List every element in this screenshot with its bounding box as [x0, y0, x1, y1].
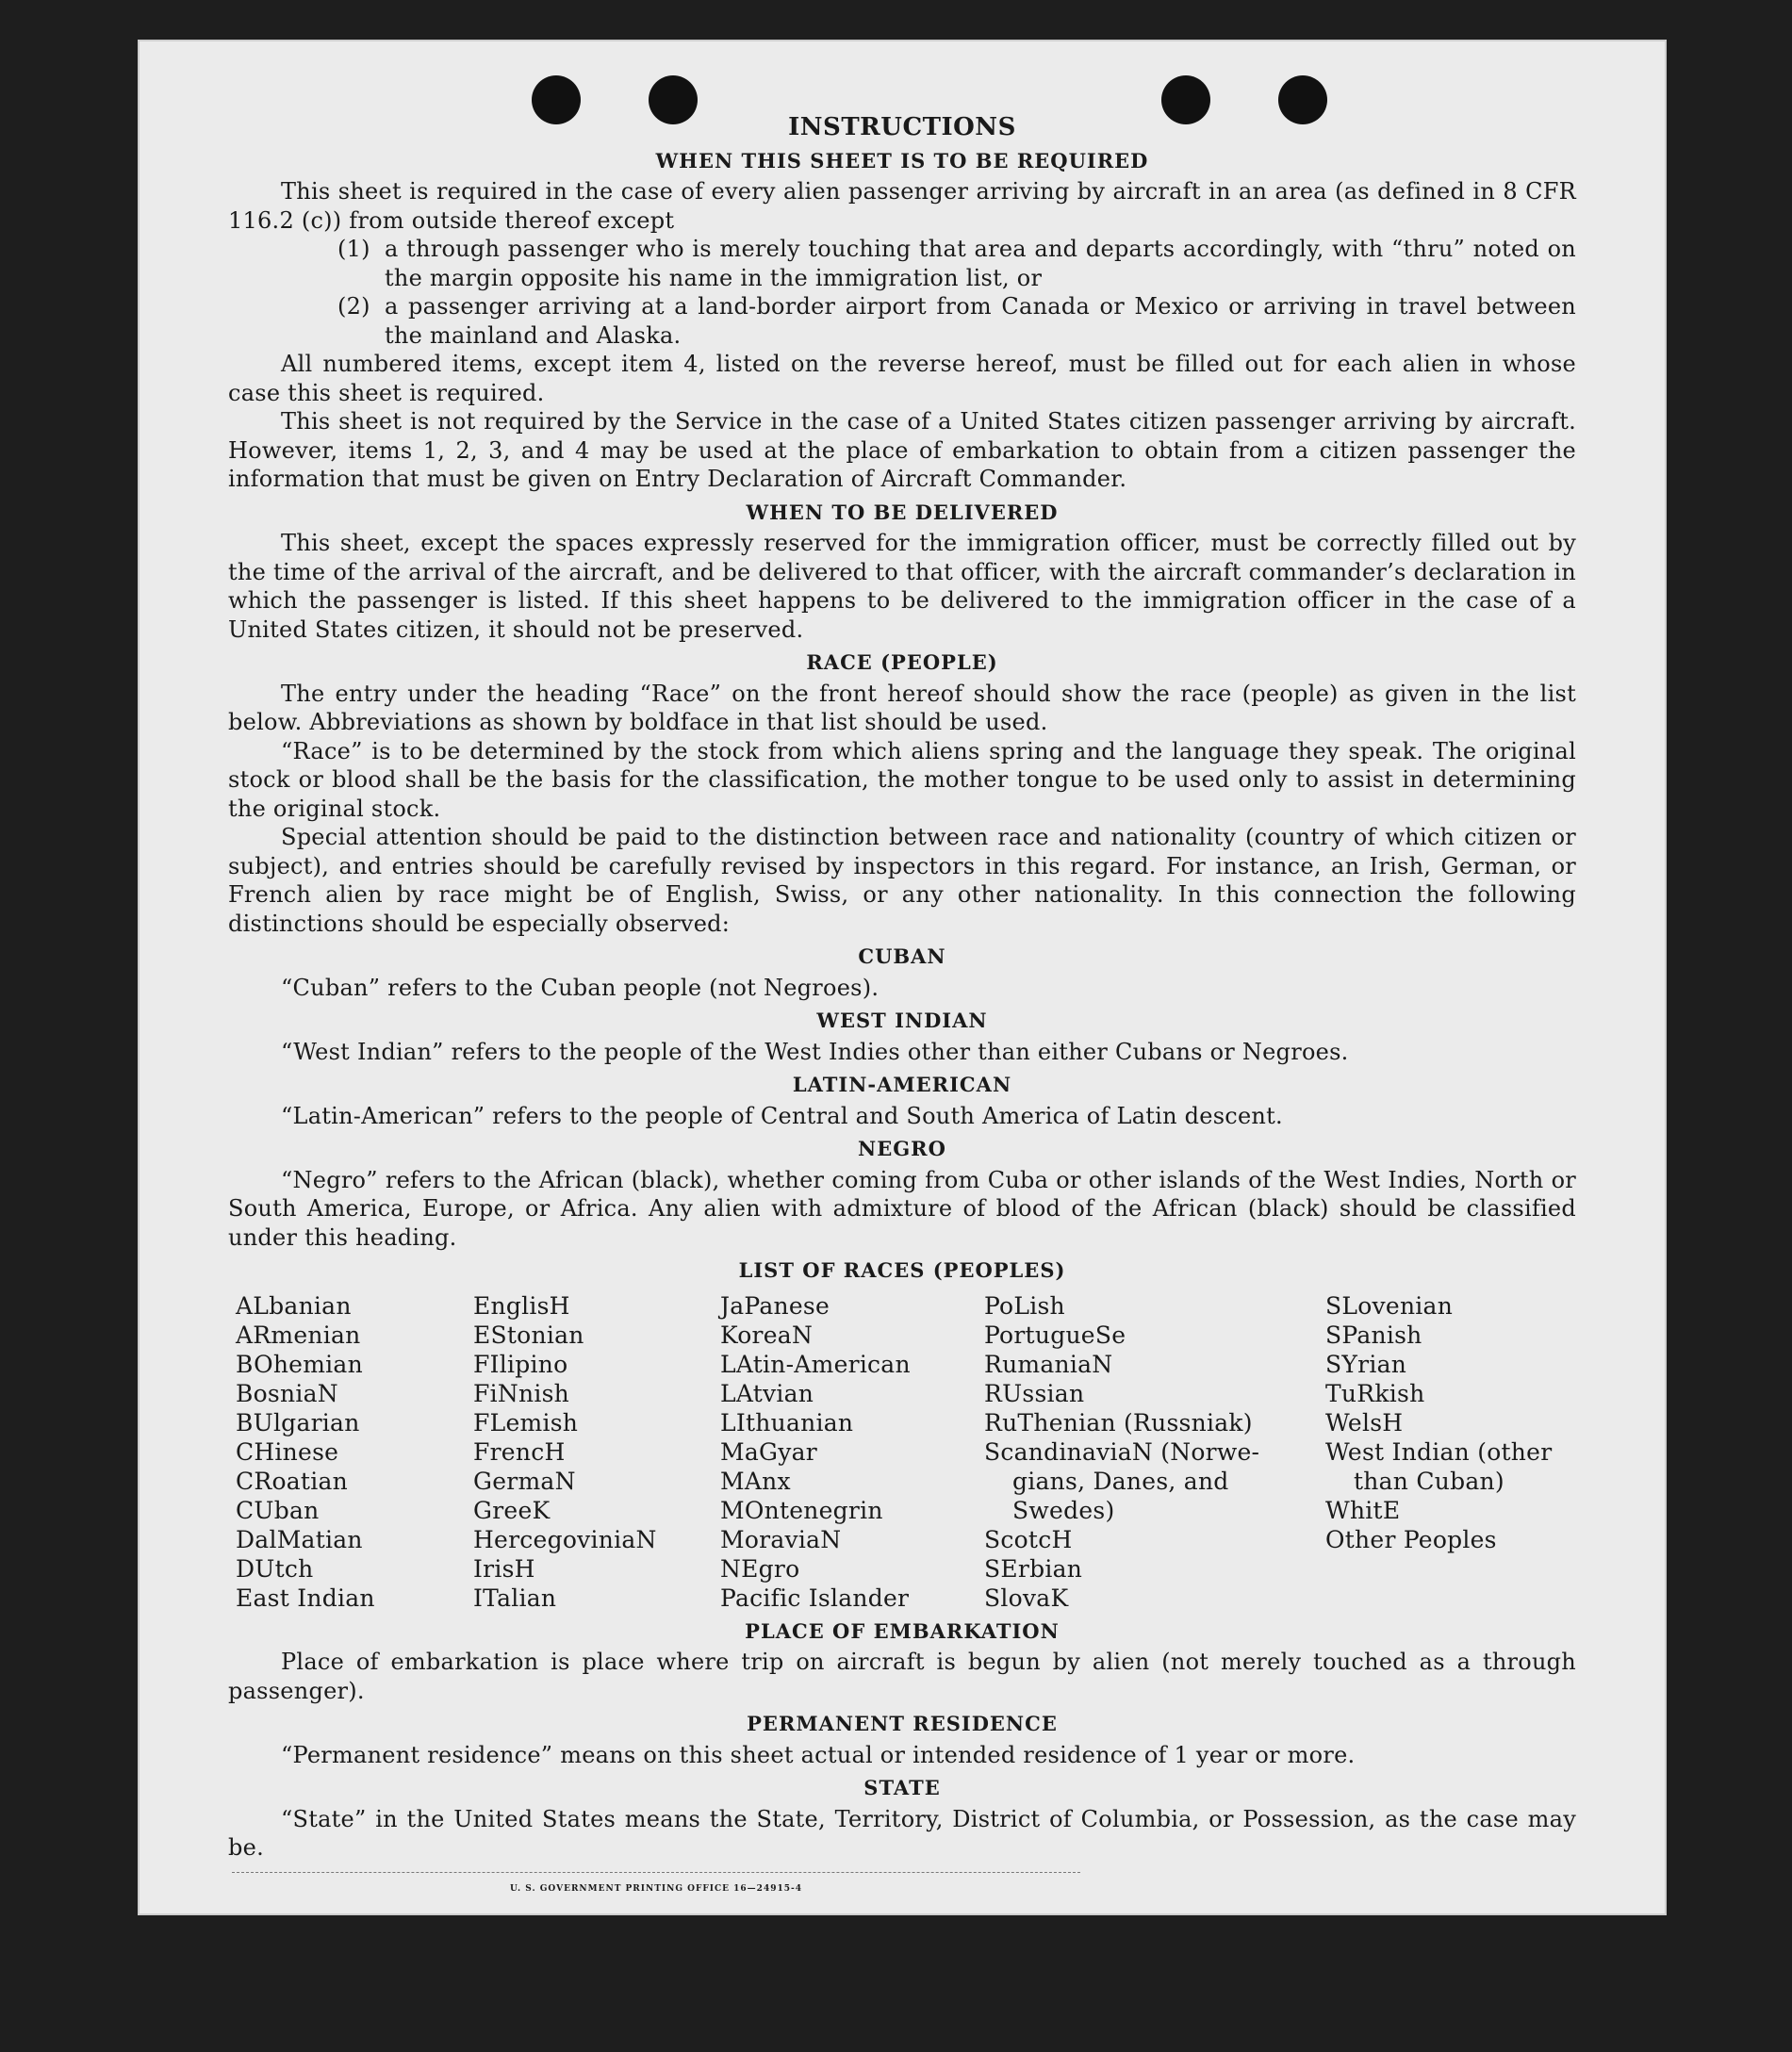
race-entry: MOntenegrin — [720, 1496, 883, 1524]
section-heading: WHEN TO BE DELIVERED — [746, 500, 1059, 524]
race-entry: TuRkish — [1325, 1379, 1425, 1407]
race-entry: ScandinaviaN (Norwe- — [984, 1437, 1260, 1466]
page-title: INSTRUCTIONS — [788, 113, 1016, 141]
race-entry: ALbanian — [236, 1291, 352, 1320]
race-entry: WelsH — [1325, 1408, 1404, 1436]
paragraph: This sheet, except the spaces expressly reserved for the immigration officer, must be correctly filled out by the time of the arrival of the aircraft, and be delivered to that officer, with the aircraft commander’s declaration in which the passenger is listed. If this sheet happens to be delivered to the immigration officer in the case of a United States citizen, it should not be preserved. — [228, 530, 1576, 643]
paragraph: “Cuban” refers to the Cuban people (not Negroes). — [281, 974, 880, 1001]
race-list — [236, 1291, 1576, 1613]
race-entry: PoLish — [984, 1291, 1065, 1320]
race-entry: FrencH — [473, 1437, 566, 1466]
race-column — [720, 1291, 984, 1613]
race-entry: Swedes) — [1012, 1496, 1115, 1524]
list-item — [337, 292, 1576, 350]
race-entry: Pacific Islander — [720, 1584, 910, 1612]
race-column — [236, 1291, 473, 1613]
item-number: (2) — [337, 293, 370, 320]
race-entry: GreeK — [473, 1496, 551, 1524]
race-entry: CUban — [236, 1496, 320, 1524]
race-entry: than Cuban) — [1354, 1467, 1504, 1495]
race-entry: gians, Danes, and — [1012, 1467, 1229, 1495]
race-entry: PortugueSe — [984, 1321, 1126, 1349]
race-entry: BUlgarian — [236, 1408, 360, 1436]
race-entry: SPanish — [1325, 1321, 1422, 1349]
race-entry: EnglisH — [473, 1291, 570, 1320]
race-entry: CHinese — [236, 1437, 339, 1466]
paragraph: All numbered items, except item 4, listed on the reverse hereof, must be filled out for each alien in whose case this sheet is required. — [228, 351, 1576, 406]
race-entry: CRoatian — [236, 1467, 348, 1495]
race-entry: Other Peoples — [1325, 1525, 1497, 1553]
race-entry: BosniaN — [236, 1379, 338, 1407]
paragraph: “Race” is to be determined by the stock from which aliens spring and the language they speak. The original stock or blood shall be the basis for the classification, the mother tongue to be used only to assist in determining the original stock. — [228, 737, 1576, 822]
race-entry: SLovenian — [1325, 1291, 1454, 1320]
item-text: a passenger arriving at a land-border airport from Canada or Mexico or arriving in travel between the mainland and Alaska. — [385, 293, 1576, 349]
race-column — [473, 1291, 720, 1613]
section-heading: LIST OF RACES (PEOPLES) — [738, 1258, 1066, 1282]
race-entry: FLemish — [473, 1408, 579, 1436]
race-entry: EStonian — [473, 1321, 584, 1349]
race-entry: MaGyar — [720, 1437, 817, 1466]
list-item — [337, 235, 1576, 292]
race-entry: SErbian — [984, 1554, 1083, 1583]
race-entry: NEgro — [720, 1554, 800, 1583]
section-heading: PERMANENT RESIDENCE — [747, 1712, 1058, 1735]
race-entry: ARmenian — [236, 1321, 361, 1349]
section-heading: LATIN-AMERICAN — [792, 1073, 1012, 1096]
race-entry: RuThenian (Russniak) — [984, 1408, 1253, 1436]
section-heading: WEST INDIAN — [816, 1009, 988, 1032]
race-entry: BOhemian — [236, 1350, 363, 1378]
section-heading: NEGRO — [858, 1137, 946, 1160]
paragraph: “West Indian” refers to the people of the West Indies other than either Cubans or Negroes. — [281, 1038, 1349, 1065]
race-entry: SYrian — [1325, 1350, 1407, 1378]
paragraph: The entry under the heading “Race” on the front hereof should show the race (people) as given in the list below. Abbreviations as shown by boldface in that list should be used. — [228, 680, 1576, 735]
paragraph: This sheet is required in the case of every alien passenger arriving by aircraft in an area (as defined in 8 CFR 116.2 (c)) from outside thereof except — [228, 178, 1576, 234]
paragraph: “Negro” refers to the African (black), whether coming from Cuba or other islands of the West Indies, North or South America, Europe, or Africa. Any alien with admixture of blood of the African (black) should be classified under this heading. — [228, 1166, 1576, 1251]
race-entry: WhitE — [1325, 1496, 1401, 1524]
document-page — [138, 40, 1667, 1915]
race-entry: DUtch — [236, 1554, 314, 1583]
race-entry: ScotcH — [984, 1525, 1073, 1553]
race-entry: ITalian — [473, 1584, 557, 1612]
race-entry: RUssian — [984, 1379, 1085, 1407]
race-entry: West Indian (other — [1325, 1437, 1553, 1466]
paragraph: Place of embarkation is place where trip on aircraft is begun by alien (not merely touched as a through passenger). — [228, 1649, 1576, 1704]
section-heading: PLACE OF EMBARKATION — [745, 1618, 1060, 1643]
race-entry: FiNnish — [473, 1379, 569, 1407]
race-entry: JaPanese — [720, 1291, 830, 1320]
race-entry: RumaniaN — [984, 1350, 1113, 1378]
paragraph: “Latin-American” refers to the people of Central and South America of Latin descent. — [281, 1102, 1283, 1129]
race-entry: LAtvian — [720, 1379, 814, 1407]
paragraph: “State” in the United States means the State, Territory, District of Columbia, or Possession, as the case may be. — [228, 1805, 1576, 1861]
race-entry: HercegoviniaN — [473, 1525, 657, 1553]
instructions-content — [228, 113, 1576, 1903]
item-text: a through passenger who is merely touching that area and departs accordingly, with “thru” noted on the margin opposite his name in the immigration list, or — [385, 236, 1576, 291]
race-entry: KoreaN — [720, 1321, 814, 1349]
race-entry: East Indian — [236, 1584, 375, 1612]
paragraph: This sheet is not required by the Service in the case of a United States citizen passenger arriving by aircraft. However, items 1, 2, 3, and 4 may be used at the place of embarkation to obtain from a citizen passenger the information that must be given on Entry Declaration of Aircraft Commander. — [228, 408, 1576, 492]
paragraph: Special attention should be paid to the distinction between race and nationality (country of which citizen or subject), and entries should be carefully revised by inspectors in this regard. For instance, an Irish, German, or French alien by race might be of English, Swiss, or any other nationality. In this connection the following distinctions should be especially observed: — [228, 824, 1576, 937]
race-entry: SlovaK — [984, 1584, 1069, 1612]
race-entry: GermaN — [473, 1467, 576, 1495]
printer-imprint: U. S. GOVERNMENT PRINTING OFFICE 16—24915-4 — [232, 1872, 1080, 1904]
section-heading: WHEN THIS SHEET IS TO BE REQUIRED — [655, 148, 1149, 172]
race-entry: LAtin-American — [720, 1350, 911, 1378]
item-number: (1) — [337, 236, 370, 262]
race-entry: LIthuanian — [720, 1408, 854, 1436]
race-entry: FIlipino — [473, 1350, 568, 1378]
section-heading: STATE — [863, 1776, 941, 1799]
paragraph: “Permanent residence” means on this sheet actual or intended residence of 1 year or more. — [281, 1741, 1356, 1768]
race-entry: MoraviaN — [720, 1525, 842, 1553]
race-column — [984, 1291, 1325, 1613]
race-entry: IrisH — [473, 1554, 535, 1583]
section-heading: CUBAN — [858, 944, 946, 968]
race-entry: DalMatian — [236, 1525, 363, 1553]
section-heading: RACE (PEOPLE) — [806, 650, 998, 674]
race-column — [1325, 1291, 1567, 1613]
race-entry: MAnx — [720, 1467, 791, 1495]
